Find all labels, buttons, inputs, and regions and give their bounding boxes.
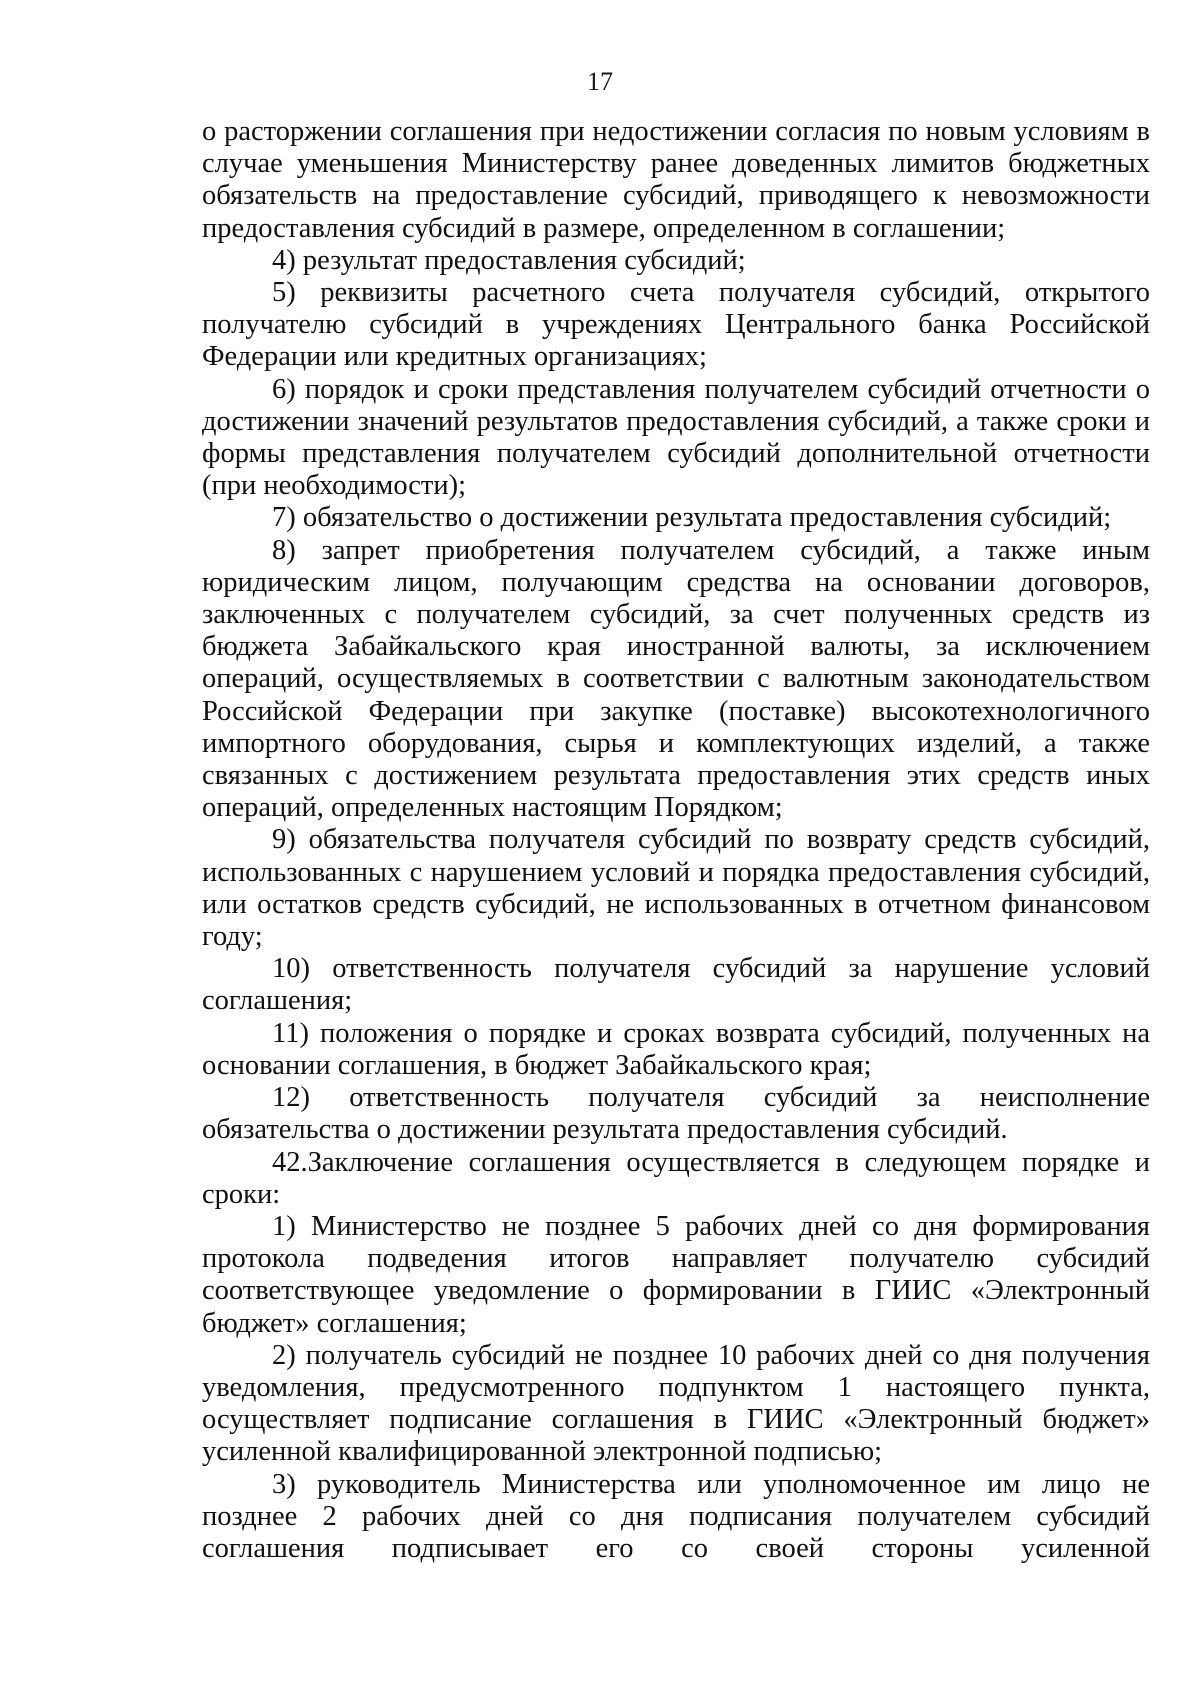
paragraph-item-6: 6) порядок и сроки представления получателем субсидий отчетности о достижении значений результатов предоставления субсидий, а также сроки и формы представления получателем субсидий дополнительной отчетности (при необходимости); (202, 373, 1150, 502)
paragraph-clause-42: 42.Заключение соглашения осуществляется в следующем порядке и сроки: (202, 1146, 1150, 1210)
paragraph-item-9: 9) обязательства получателя субсидий по возврату средств субсидий, использованных с нарушением условий и порядка предоставления субсидий, или остатков средств субсидий, не использованных в отчетном финансовом году; (202, 824, 1150, 953)
paragraph-item-4: 4) результат предоставления субсидий; (272, 244, 746, 276)
paragraph-item-10: 10) ответственность получателя субсидий за нарушение условий соглашения; (202, 953, 1150, 1017)
paragraph-subitem-1: 1) Министерство не позднее 5 рабочих дней со дня формирования протокола подведения итогов направляет получателю субсидий соответствующее уведомление о формировании в ГИИС «Электронный бюджет» соглашения; (202, 1210, 1150, 1339)
paragraph-item-8: 8) запрет приобретения получателем субсидий, а также иным юридическим лицом, получающим средства на основании договоров, заключенных с получателем субсидий, за счет полученных средств из бюджета Забайкальского края иностранной валюты, за исключением операций, осуществляемых в соответствии с валютным законодательством Российской Федерации при закупке (поставке) высокотехнологичного импортного оборудования, сырья и комплектующих изделий, а также связанных с достижением результата предоставления этих средств иных операций, определенных настоящим Порядком; (202, 534, 1150, 824)
paragraph-item-5: 5) реквизиты расчетного счета получателя субсидий, открытого получателю субсидий в учреждениях Центрального банка Российской Федерации или кредитных организациях; (202, 277, 1150, 373)
document-body (202, 116, 1150, 1565)
paragraph-subitem-3: 3) руководитель Министерства или уполномоченное им лицо не позднее 2 рабочих дней со дня подписания получателем субсидий соглашения подписывает его со своей стороны усиленной (202, 1468, 1150, 1564)
paragraph-item-12: 12) ответственность получателя субсидий за неисполнение обязательства о достижении результата предоставления субсидий. (202, 1082, 1150, 1146)
paragraph-continuation: о расторжении соглашения при недостижении согласия по новым условиям в случае уменьшения Министерству ранее доведенных лимитов бюджетных обязательств на предоставление субсидий, приводящего к невозможности предоставления субсидий в размере, определенном в соглашении; (202, 116, 1150, 244)
paragraph-subitem-2: 2) получатель субсидий не позднее 10 рабочих дней со дня получения уведомления, предусмотренного подпунктом 1 настоящего пункта, осуществляет подписание соглашения в ГИИС «Электронный бюджет» усиленной квалифицированной электронной подписью; (202, 1339, 1150, 1468)
paragraph-item-11: 11) положения о порядке и сроках возврата субсидий, полученных на основании соглашения, в бюджет Забайкальского края; (202, 1017, 1150, 1081)
page-number: 17 (587, 67, 613, 96)
paragraph-item-7: 7) обязательство о достижении результата предоставления субсидий; (272, 502, 1112, 534)
